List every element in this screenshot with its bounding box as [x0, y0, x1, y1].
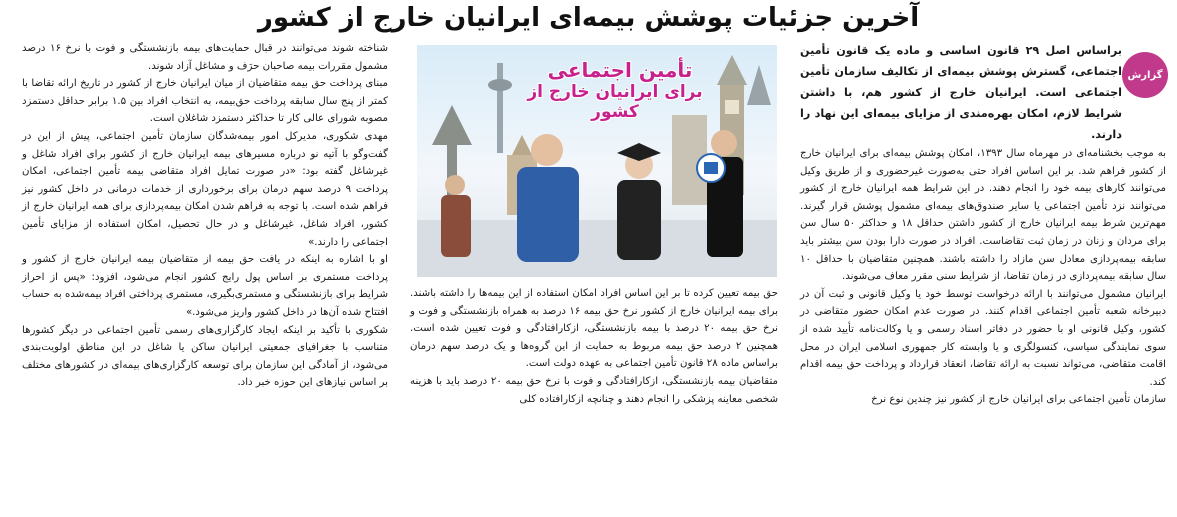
- paragraph: مهدی شکوری، مدیرکل امور بیمه‌شدگان سازمان تأمین اجتماعی، پیش از این در گفت‌وگو با آتیه نو درباره مسیرهای بیمه ایرانیان خارج از کشور برای افراد شاغل و غیرشاغل گفته بود: «در صورت تمایل افراد متقاضی بیمه تأمین اجتماعی، امکان پرداخت ۹ درصد سهم درمان برای برخورداری از خدمات درمانی در داخل کشور نیز فراهم شده است. با توجه به فراهم شدن امکان بیمه‌پردازی برای همه ایرانیان خارج از کشور، افراد شاغل، غیرشاغل و در حال تحصیل، امکان استفاده از مزایای تأمین اجتماعی را دارند.»: [22, 130, 388, 248]
- paragraph: او با اشاره به اینکه در یافت حق بیمه از متقاضیان بیمه ایرانیان خارج از کشور و پرداخت مستمری بر اساس پول رایج کشور انجام می‌شود، افزود: «پس از احراز شرایط برای بازنشستگی و مستمری‌بگیری، مستمری پرداختی افراد بیمه‌شده به حساب افتتاح شده آن‌ها در داخل کشور واریز می‌شود.»: [22, 254, 388, 318]
- big-ben-icon: [717, 55, 747, 85]
- column-left: [22, 40, 388, 392]
- paragraph: به موجب بخشنامه‌ای در مهرماه سال ۱۳۹۳، امکان پوشش بیمه‌ای برای ایرانیان خارج از کشور فراهم شد. بر این اساس افراد حتی به‌صورت غیرحضوری و از طریق وکیل می‌توانند کارهای بیمه خود را انجام دهند. در این شرایط همه ایرانیان خارج از کشور می‌توانند نزد تأمین اجتماعی یا سایر صندوق‌های بیمه‌ای مشمول پوشش قرار گیرند. مهم‌ترین شرط بیمه ایرانیان خارج از کشور داشتن حداقل ۱۸ و حداکثر ۵۰ سال سن برای مردان و زنان در زمان ثبت تقاضاست. افراد در صورت دارا بودن سن بیشتر باید سابقه بیمه‌پردازی معادل سن مازاد را داشته باشند. همچنین متقاضیان با حداقل ۱۰ سال سابقه بیمه‌پردازی در زمان تقاضا، از شرایط سنی مقرر معاف می‌شوند.: [800, 148, 1167, 283]
- photo-caption-subtitle: برای ایرانیان خارج از کشور: [527, 82, 703, 122]
- paragraph: مبنای پرداخت حق بیمه متقاضیان از میان ایرانیان خارج از کشور در تاریخ ارائه تقاضا با کمتر از پنج سال سابقه پرداخت حق‌بیمه، به انتخاب افراد بین ۱.۵ برابر حداقل دستمزد مصوبه شورای عالی کار تا حداکثر دستمزد شاغلان است.: [22, 78, 388, 125]
- paragraph: متقاضیان بیمه بازنشستگی، ازکارافتادگی و فوت با نرخ حق بیمه ۲۰ درصد باید با هزینه شخصی معاینه پزشکی را انجام دهند و چنانچه ازکارافتاده کلی: [410, 375, 778, 405]
- paragraph: ایرانیان مشمول می‌توانند با ارائه درخواست توسط خود یا وکیل قانونی و ثبت آن در دبیرخانه شعبه تأمین اجتماعی اقدام کنند. در صورت عدم امکان حضور متقاضی در کشور، وکیل قانونی او با حضور در دفاتر اسناد رسمی و یا وکالت‌نامه تأیید شده از سوی نمایندگی سیاسی، کنسولگری و یا وابسته کار جمهوری اسلامی ایران در محل اقامت متقاضی، می‌تواند نسبت به ارائه تقاضا، انعقاد قرارداد و پرداخت حق بیمه اقدام کند.: [800, 288, 1166, 388]
- businessman-figure: [711, 130, 737, 156]
- paragraph: شکوری با تأکید بر اینکه ایجاد کارگزاری‌های رسمی تأمین اجتماعی در دیگر کشورها متناسب با جغرافیای جمعیتی ایرانیان ساکن یا شاغل در این مناطق اولویت‌بندی می‌شود، از آمادگی این سازمان برای توسعه کارگزاری‌های بیمه‌ای در کشورهای مختلف بر اساس نیازهای این حوزه خبر داد.: [22, 324, 388, 389]
- column-right: [800, 145, 1166, 409]
- column-middle: [410, 285, 778, 408]
- eiffel-tower-icon: [432, 105, 472, 145]
- paragraph: شناخته شوند می‌توانند در قبال حمایت‌های بیمه بازنشستگی و فوت با نرخ ۱۶ درصد مشمول مقررات بیمه صاحبان حرَف و مشاغل آزاد شوند.: [22, 43, 388, 72]
- worker-figure: [531, 134, 563, 166]
- paragraph: حق بیمه تعیین کرده تا بر این اساس افراد امکان استفاده از این بیمه‌ها را داشته باشند. برای بیمه ایرانیان خارج از کشور نرخ حق بیمه ۱۶ درصد به همراه بازنشستگی و فوت و نرخ حق بیمه ۲۰ درصد با بیمه بازنشستگی، ازکارافتادگی و فوت تعیین شده است. همچنین ۲ درصد حق بیمه مربوط به حمایت از این گروه‌ها و یک درصد سهم درمان براساس ماده ۲۸ قانون تأمین اجتماعی به عهده دولت است.: [410, 288, 778, 370]
- elderly-figure: [445, 175, 465, 195]
- article-lead: براساس اصل ۲۹ قانون اساسی و ماده یک قانون تأمین اجتماعی، گسترش پوشش بیمه‌ای از تکالیف سازمان تأمین اجتماعی است. ایرانیان خارج از کشور هم، با داشتن شرایط لازم، امکان بهره‌مندی از مزایای بیمه‌ای این نهاد را دارند.: [800, 44, 1122, 141]
- report-badge: گزارش: [1122, 52, 1168, 98]
- paragraph: سازمان تأمین اجتماعی برای ایرانیان خارج از کشور نیز چندین نوع نرخ: [871, 394, 1166, 406]
- milad-tower-icon: [497, 63, 503, 153]
- photo-caption-title: تأمین اجتماعی: [547, 58, 693, 82]
- article-headline: آخرین جزئیات پوشش بیمه‌ای ایرانیان خارج از کشور: [257, 3, 920, 33]
